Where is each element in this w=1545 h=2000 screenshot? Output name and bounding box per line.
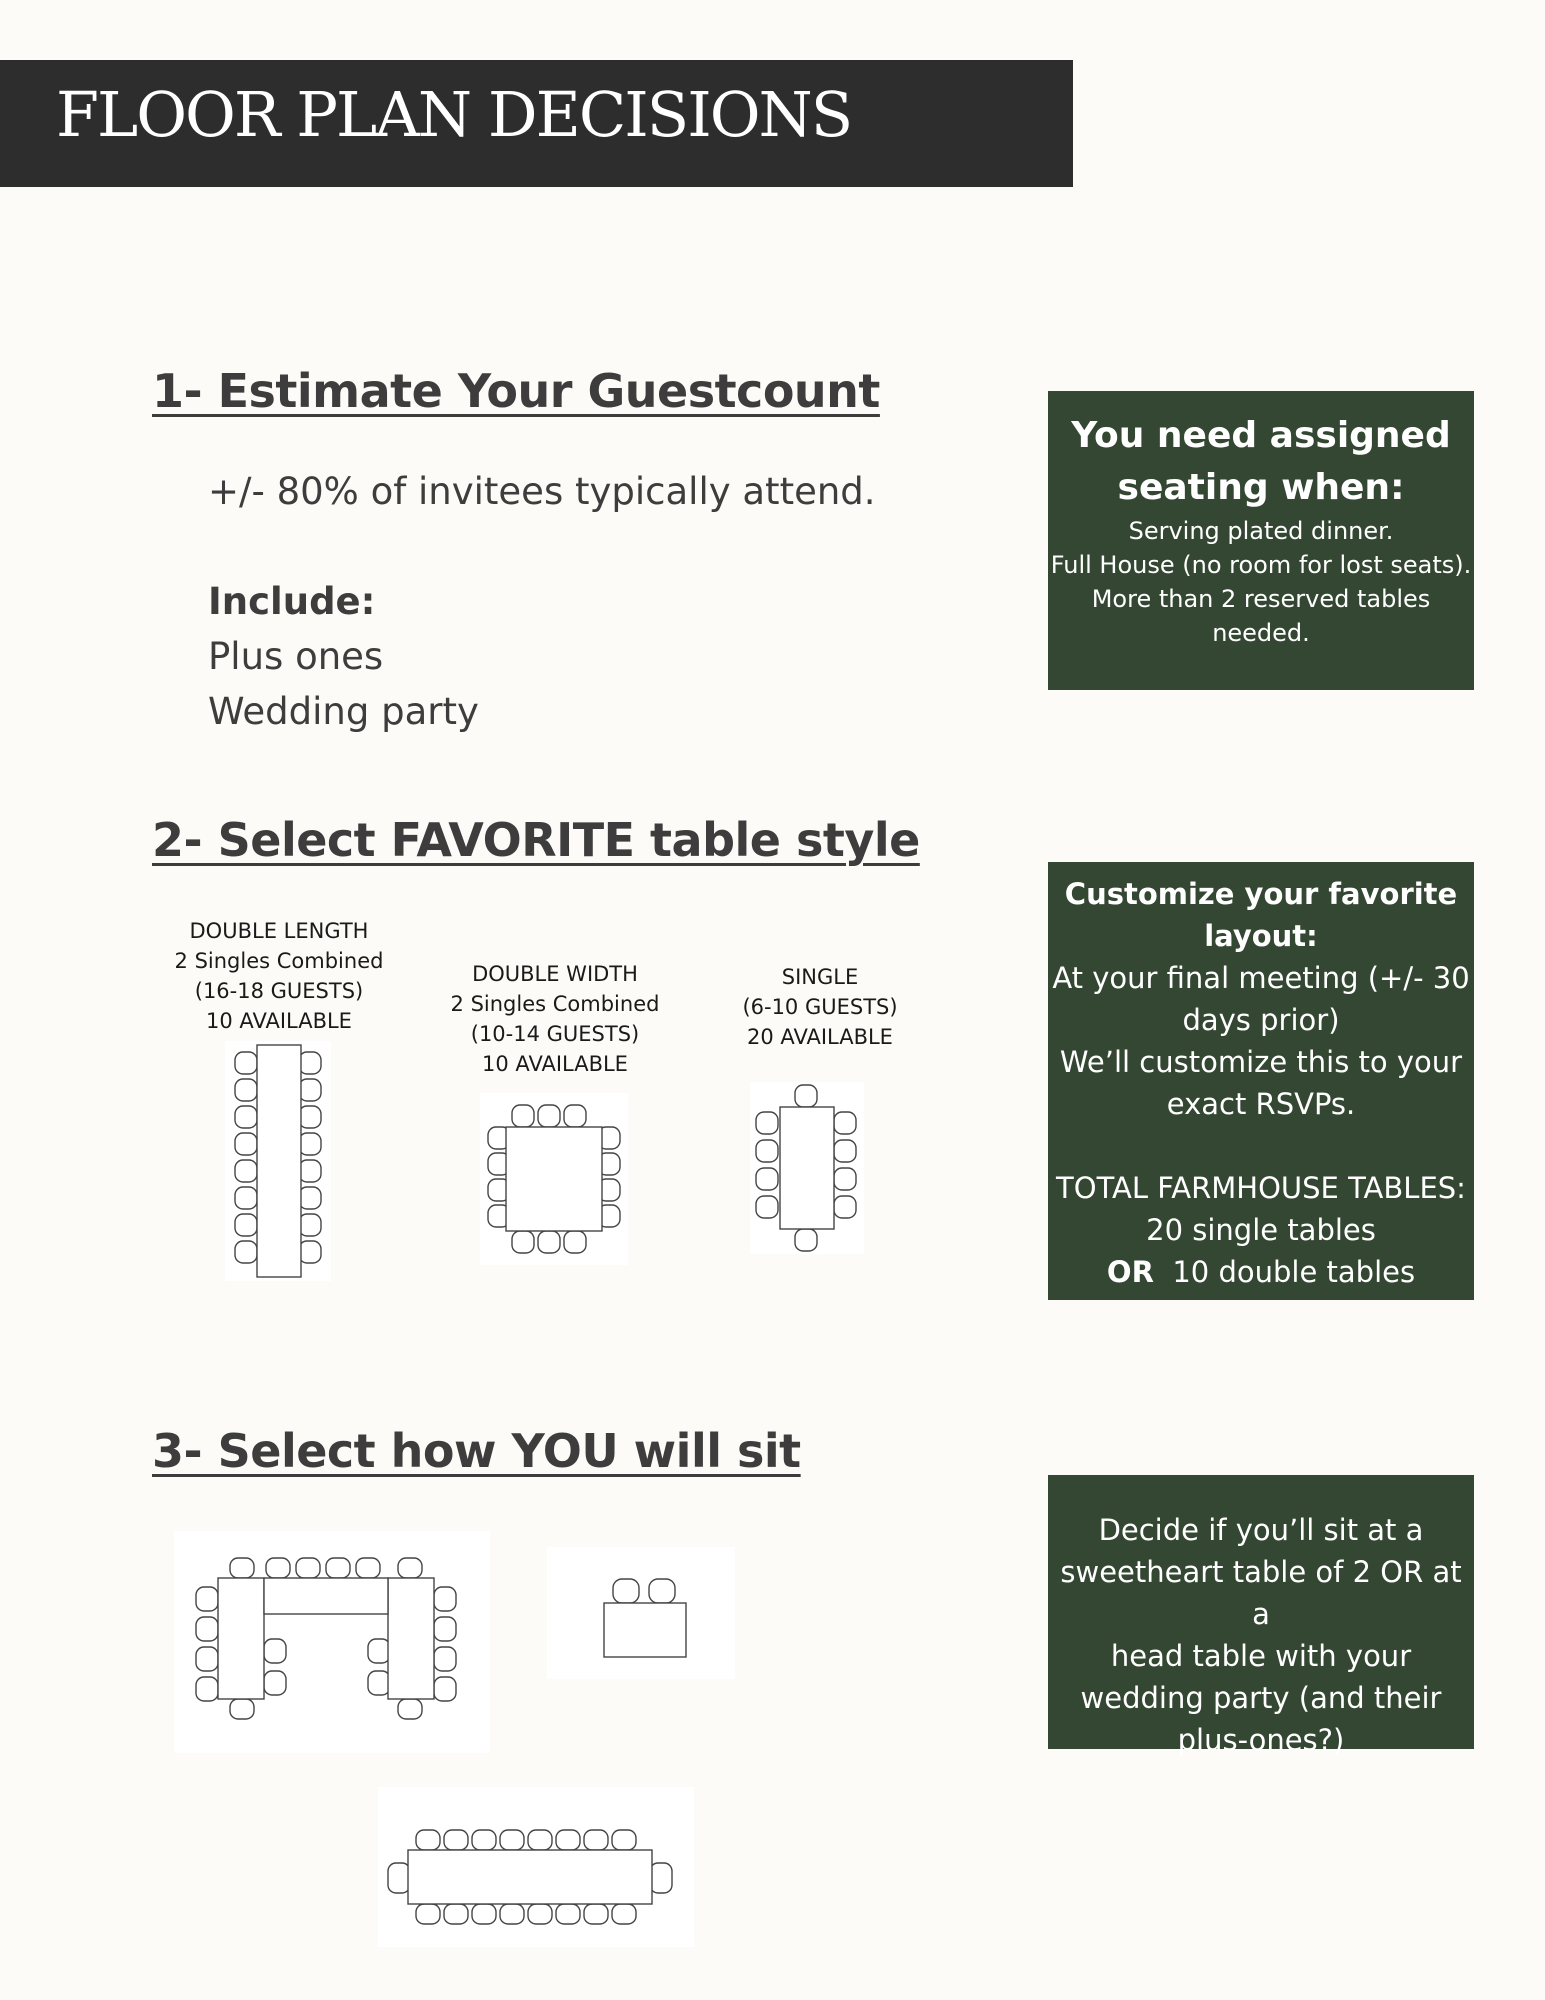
table-label-line: 20 AVAILABLE [747,1025,893,1049]
long-head-table-diagram [378,1787,694,1947]
left-chairs [756,1112,778,1218]
assigned-box-line: Full House (no room for lost seats). [1050,551,1472,579]
attendance-note: +/- 80% of invitees typically attend. [208,470,876,513]
customize-box-title-1: Customize your favorite [1064,877,1458,911]
single-table-diagram [750,1082,864,1254]
sweetheart-table-diagram [547,1547,735,1679]
double-length-label [168,916,390,1036]
outer-left-chairs [196,1587,218,1701]
customize-box-line: days prior) [1182,1003,1340,1037]
assigned-box-line: needed. [1212,619,1310,647]
option-double-line [1048,1251,1474,1293]
left-chairs [235,1052,257,1263]
top-chairs [512,1105,586,1127]
decide-box-line: head table with your [1110,1639,1412,1673]
include-label: Include: [208,580,376,623]
option-single: 20 single tables [1146,1213,1376,1247]
bottom-chairs [416,1904,636,1924]
assigned-box-line: Serving plated dinner. [1128,517,1394,545]
left-table [218,1578,264,1699]
include-item-wedding-party: Wedding party [208,690,479,733]
right-chairs [834,1112,856,1218]
decide-seating-box [1048,1475,1474,1757]
double-length-table-diagram [225,1041,331,1281]
decide-box-line: wedding party (and their [1080,1681,1442,1715]
table-label-line: DOUBLE LENGTH [189,919,369,943]
decide-box-line: plus-ones?) [1177,1723,1345,1757]
top-chairs [230,1558,422,1578]
include-item-plus-ones: Plus ones [208,635,384,678]
end-chairs [230,1699,422,1719]
table-label-line: DOUBLE WIDTH [472,962,638,986]
table-top [408,1850,652,1904]
table-label-line: (10-14 GUESTS) [470,1022,640,1046]
customize-box-line: We’ll customize this to your [1059,1045,1463,1079]
or-label: OR [1106,1255,1154,1289]
customize-box-line: At your final meeting (+/- 30 [1052,961,1470,995]
inner-chairs [264,1639,390,1695]
page-title: FLOOR PLAN DECISIONS [56,78,852,151]
double-width-table-diagram [480,1093,628,1265]
table-label-line: 2 Singles Combined [450,992,660,1016]
table-top [506,1127,602,1231]
table-top [257,1045,301,1277]
table-label-line: (6-10 GUESTS) [742,995,898,1019]
table-top [604,1603,686,1657]
section1-body [208,464,876,739]
option-double: 10 double tables [1172,1255,1416,1289]
table-label-line: 10 AVAILABLE [206,1009,352,1033]
assigned-box-line: More than 2 reserved tables [1091,585,1431,613]
customize-box-title-2: layout: [1204,919,1318,953]
decide-box-line: Decide if you’ll sit at a [1098,1513,1424,1547]
top-chairs [416,1830,636,1850]
head-chair-bottom [795,1229,817,1251]
table-label-line: (16-18 GUESTS) [194,979,364,1003]
customize-box-line: exact RSVPs. [1166,1087,1356,1121]
table-label-line: 2 Singles Combined [174,949,384,973]
section2-heading: 2- Select FAVORITE table style [152,813,920,867]
section1-heading: 1- Estimate Your Guestcount [152,364,880,418]
section3-heading: 3- Select how YOU will sit [152,1424,801,1478]
table-top [780,1107,834,1229]
assigned-seating-box [1048,391,1474,690]
right-table [388,1578,434,1699]
single-label [720,962,920,1052]
bottom-chairs [512,1231,586,1253]
end-chair-right [650,1863,672,1893]
decide-box-line: sweetheart table of 2 OR at a [1060,1555,1462,1631]
outer-right-chairs [434,1587,456,1701]
table-label-line: SINGLE [781,965,859,989]
head-chair-top [795,1085,817,1107]
assigned-box-title-2: seating when: [1117,467,1405,508]
assigned-box-title-1: You need assigned [1071,415,1451,456]
customize-layout-box [1048,862,1474,1300]
chair [649,1579,675,1603]
double-width-label [444,959,666,1079]
total-tables-label: TOTAL FARMHOUSE TABLES: [1056,1171,1466,1205]
table-label-line: 10 AVAILABLE [482,1052,628,1076]
center-table [264,1578,388,1614]
end-chair-left [388,1863,410,1893]
chair [613,1579,639,1603]
u-shape-head-table-diagram [174,1531,490,1753]
right-chairs [299,1052,321,1263]
title-banner [0,60,1073,187]
